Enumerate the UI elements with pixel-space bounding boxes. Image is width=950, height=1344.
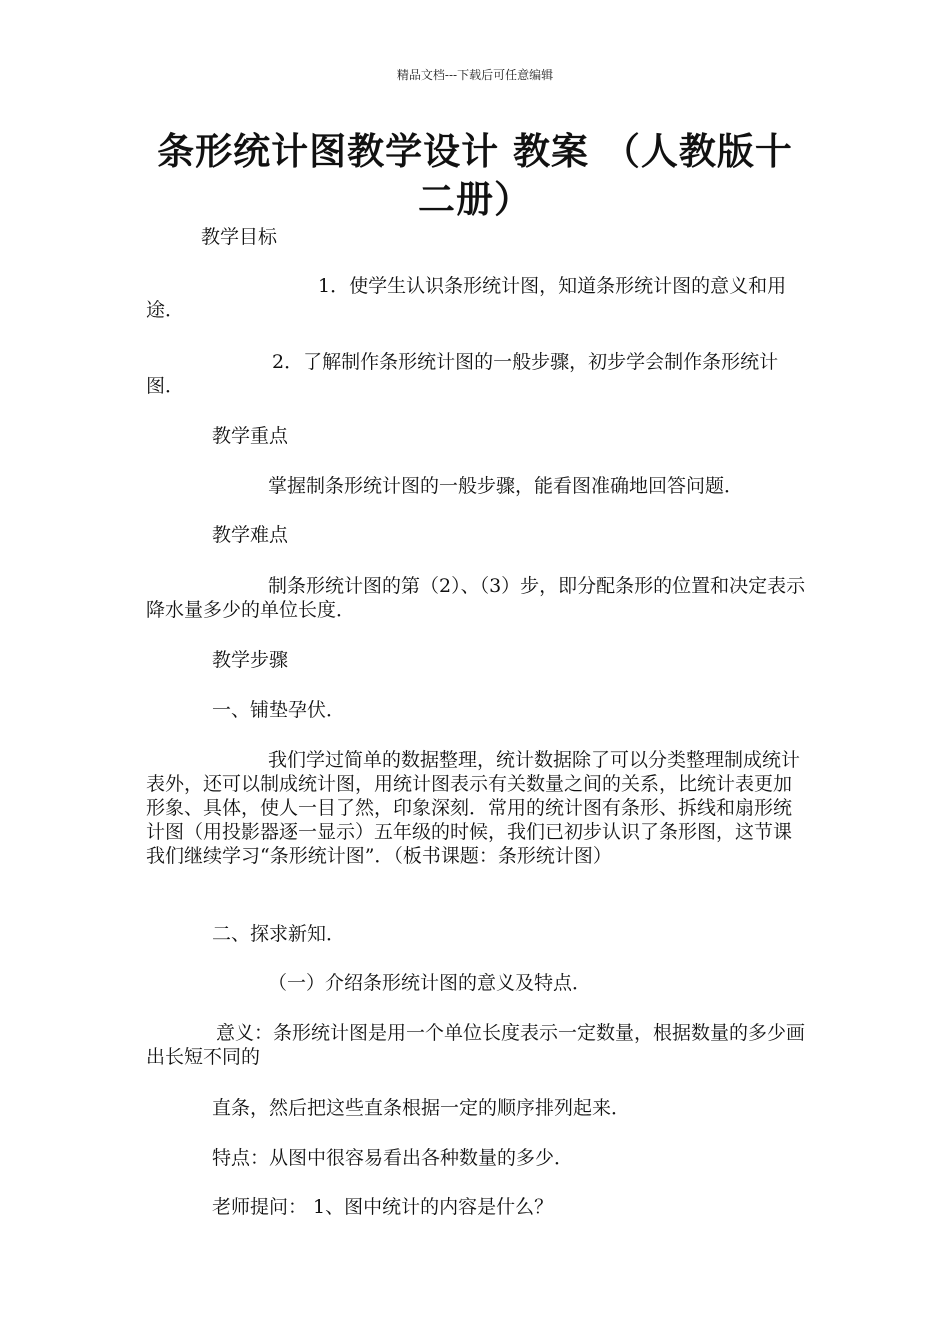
goal-2: 2．了解制作条形统计图的一般步骤，初步学会制作条形统计图． <box>146 351 779 397</box>
goals-heading: 教学目标 <box>201 226 278 248</box>
meaning-text: 意义：条形统计图是用一个单位长度表示一定数量，根据数量的多少画出长短不同的 <box>146 1022 806 1068</box>
step-2-heading: 二、探求新知． <box>212 923 346 945</box>
key-text: 掌握制条形统计图的一般步骤，能看图准确地回答问题． <box>268 475 744 497</box>
step-1-heading: 一、铺垫孕伏． <box>212 699 346 721</box>
sub-1-heading: （一）介绍条形统计图的意义及特点． <box>268 972 592 994</box>
steps-heading: 教学步骤 <box>212 649 289 671</box>
document-title: 条形统计图教学设计 教案 （人教版十二册） <box>157 130 793 221</box>
difficulty-heading: 教学难点 <box>212 524 289 546</box>
meaning-continued: 直条，然后把这些直条根据一定的顺序排列起来． <box>212 1097 631 1119</box>
page-header: 精品文档---下载后可任意编辑 <box>396 68 554 82</box>
goal-1: 1．使学生认识条形统计图，知道条形统计图的意义和用途． <box>146 275 787 321</box>
difficulty-text: 制条形统计图的第（2）、（3）步，即分配条形的位置和决定表示降水量多少的单位长度． <box>146 575 806 621</box>
teacher-question: 老师提问： 1、图中统计的内容是什么？ <box>212 1196 554 1218</box>
feature-text: 特点：从图中很容易看出各种数量的多少． <box>212 1147 574 1169</box>
key-heading: 教学重点 <box>212 425 289 447</box>
step-1-text: 我们学过简单的数据整理，统计数据除了可以分类整理制成统计表外，还可以制成统计图，用统计图表示有关数量之间的关系，比统计表更加形象、具体，使人一目了然，印象深刻．常用的统计图有条形、拆线和扇形统计图（用投影器逐一显示）五年级的时候，我们已初步认识了条形图，这节课我们继续学习“条形统计图”．（板书课题：条形统计图） <box>146 749 801 867</box>
